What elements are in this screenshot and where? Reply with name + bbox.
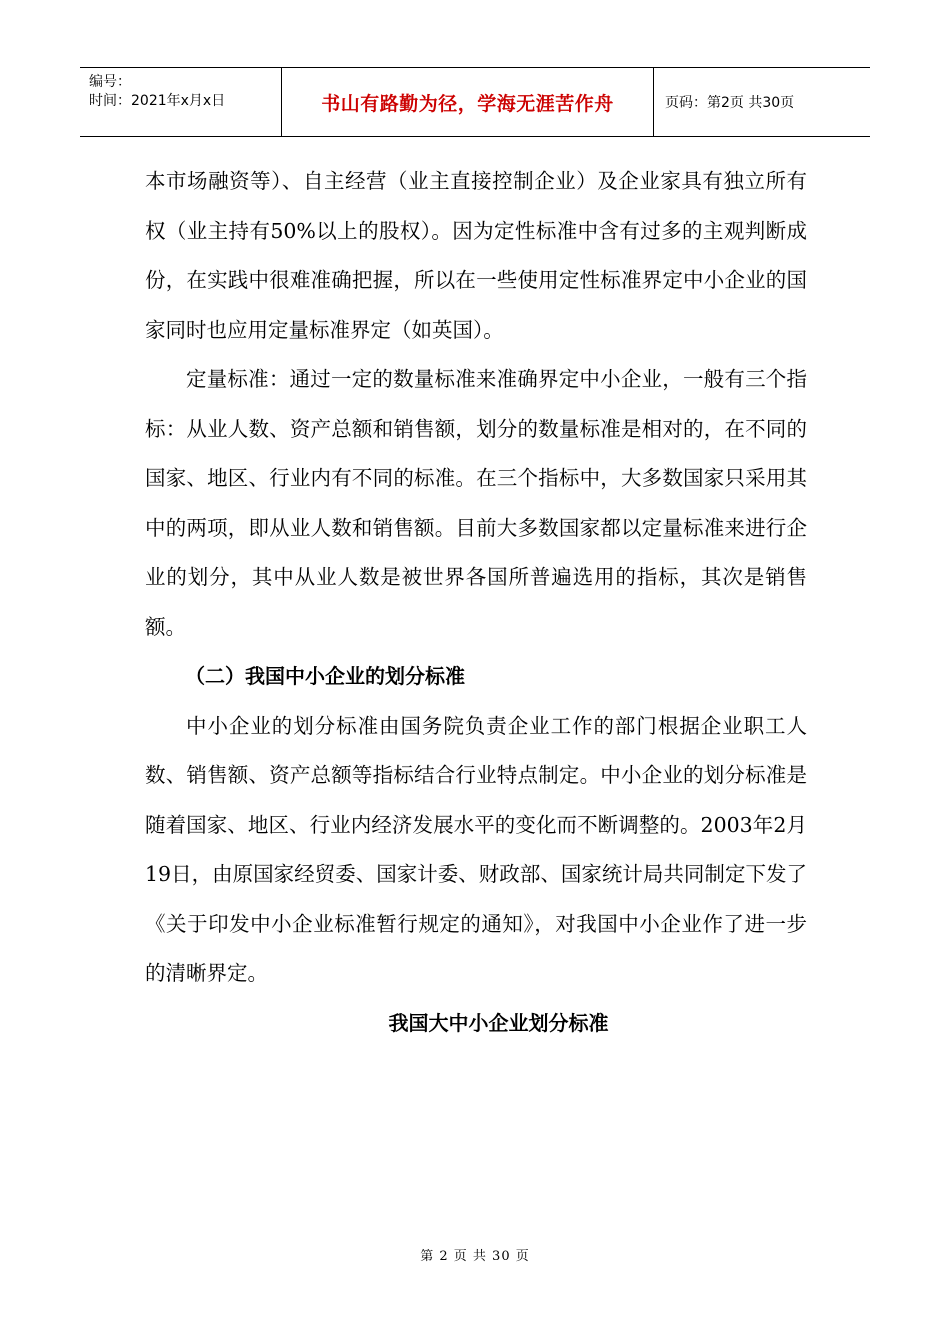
paragraph-qualitative-standard: 本市场融资等）、自主经营（业主直接控制企业）及企业家具有独立所有权（业主持有50%以上的股权）。因为定性标准中含有过多的主观判断成份，在实践中很难准确把握，所以在一些使用定性标准界定中小企业的国家同时也应用定量标准界定（如英国）。 (145, 169, 807, 342)
document-date-label: 时间：2021年x月x日 (89, 93, 226, 109)
table-title: 我国大中小企业划分标准 (388, 1010, 609, 1035)
page-footer: 第 2 页 共 30 页 (420, 1249, 530, 1264)
page-header (80, 67, 870, 137)
header-page-info: 页码：第2页 共30页 (665, 95, 795, 111)
document-body (145, 157, 807, 1048)
document-number-label: 编号： (89, 74, 131, 90)
header-meta-cell (80, 68, 282, 136)
paragraph-china-standard: 中小企业的划分标准由国务院负责企业工作的部门根据企业职工人数、销售额、资产总额等指标结合行业特点制定。中小企业的划分标准是随着国家、地区、行业内经济发展水平的变化而不断调整的。2003年2月19日，由原国家经贸委、国家计委、财政部、国家统计局共同制定下发了《关于印发中小企业标准暂行规定的通知》，对我国中小企业作了进一步的清晰界定。 (145, 713, 807, 985)
section-heading: （二）我国中小企业的划分标准 (185, 664, 465, 688)
paragraph-quantitative-standard: 定量标准：通过一定的数量标准来准确界定中小企业，一般有三个指标：从业人数、资产总额和销售额，划分的数量标准是相对的，在不同的国家、地区、行业内有不同的标准。在三个指标中，大多数国家只采用其中的两项，即从业人数和销售额。目前大多数国家都以定量标准来进行企业的划分，其中从业人数是被世界各国所普遍选用的指标，其次是销售额。 (145, 367, 807, 639)
header-motto: 书山有路勤为径，学海无涯苦作舟 (282, 68, 654, 136)
